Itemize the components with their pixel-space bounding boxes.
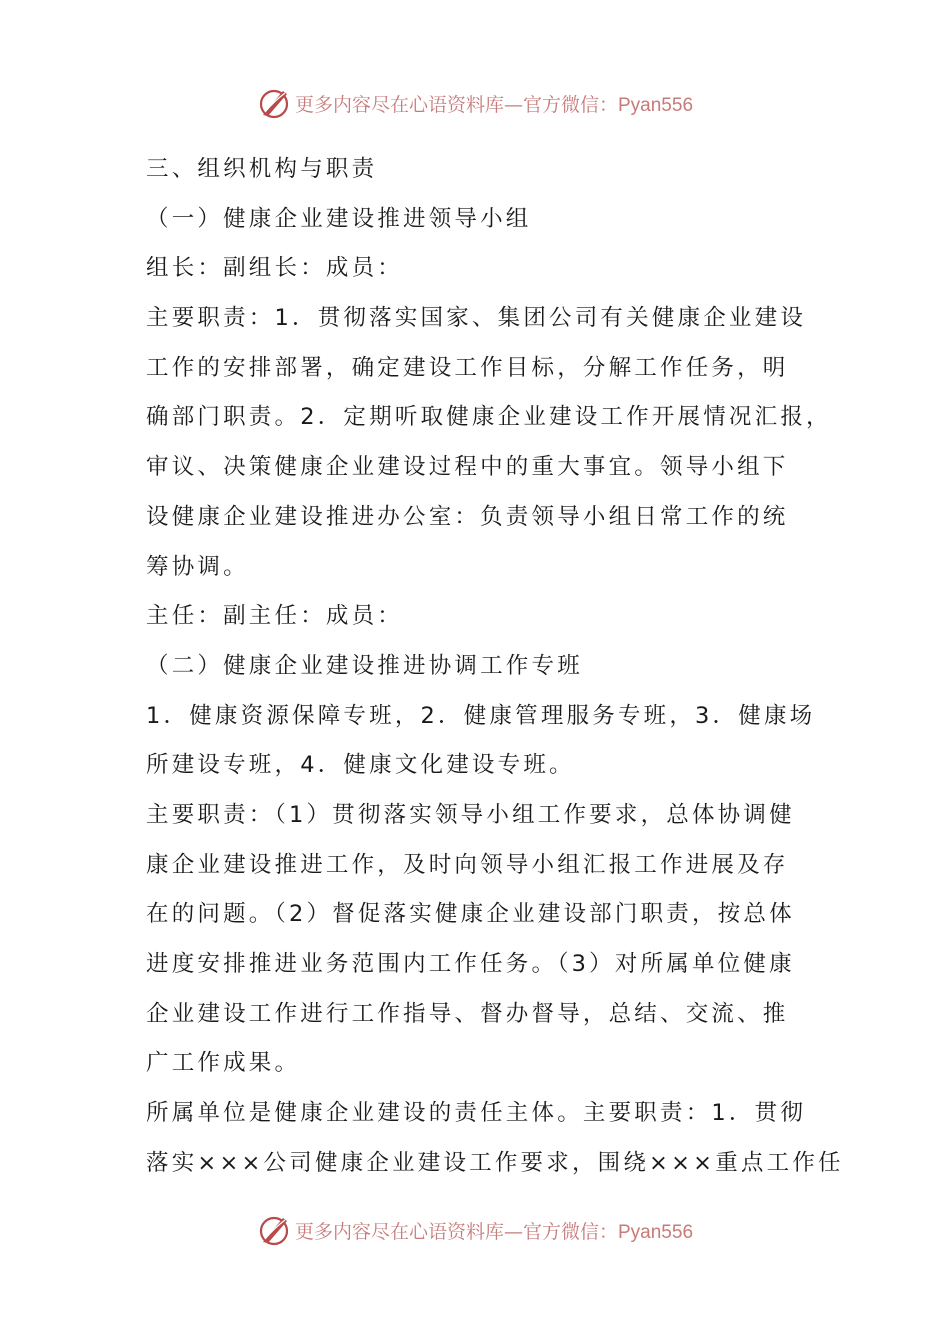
text-line: 企业建设工作进行工作指导、督办督导，总结、交流、推 [146, 1000, 789, 1027]
text-line: 主任：副主任：成员： [146, 603, 404, 630]
wechat-id: Pyan556 [618, 1221, 694, 1243]
quill-logo-icon [257, 85, 293, 121]
watermark-text: 更多内容尽在心语资料库—官方微信：Pyan556 [294, 93, 694, 116]
watermark-text: 更多内容尽在心语资料库—官方微信：Pyan556 [294, 1220, 694, 1243]
subsection-heading: （二）健康企业建设推进协调工作专班 [146, 652, 583, 679]
subsection-heading: （一）健康企业建设推进领导小组 [146, 205, 532, 232]
section-heading: 三、组织机构与职责 [146, 156, 378, 182]
text-line: 在的问题。（2）督促落实健康企业建设部门职责，按总体 [146, 901, 795, 928]
text-line: 筹协调。 [146, 553, 249, 580]
text-line: 工作的安排部署，确定建设工作目标，分解工作任务，明 [146, 354, 789, 381]
wechat-id: Pyan556 [618, 94, 694, 116]
text-line: 进度安排推进业务范围内工作任务。（3）对所属单位健康 [146, 951, 795, 977]
text-line: 主要职责：（1）贯彻落实领导小组工作要求，总体协调健 [146, 801, 795, 828]
header-watermark-banner [0, 83, 950, 123]
text-line: 审议、决策健康企业建设过程中的重大事宜。领导小组下 [146, 454, 789, 481]
text-line: 设健康企业建设推进办公室：负责领导小组日常工作的统 [146, 503, 789, 530]
text-line: 组长：副组长：成员： [146, 255, 404, 282]
text-line: 确部门职责。2．定期听取健康企业建设工作开展情况汇报， [146, 404, 832, 431]
document-body [146, 145, 844, 1188]
text-line: 所建设专班，4．健康文化建设专班。 [146, 752, 575, 779]
text-line: 康企业建设推进工作，及时向领导小组汇报工作进展及存 [146, 851, 789, 878]
text-line: 广工作成果。 [146, 1050, 301, 1077]
quill-logo-icon [257, 1212, 293, 1248]
footer-watermark-banner [0, 1210, 950, 1250]
text-line: 落实×××公司健康企业建设工作要求，围绕×××重点工作任 [146, 1149, 844, 1176]
text-line: 主要职责：1．贯彻落实国家、集团公司有关健康企业建设 [146, 305, 807, 332]
text-line: 所属单位是健康企业建设的责任主体。主要职责：1．贯彻 [146, 1100, 807, 1127]
text-line: 1．健康资源保障专班，2．健康管理服务专班，3．健康场 [146, 702, 816, 729]
